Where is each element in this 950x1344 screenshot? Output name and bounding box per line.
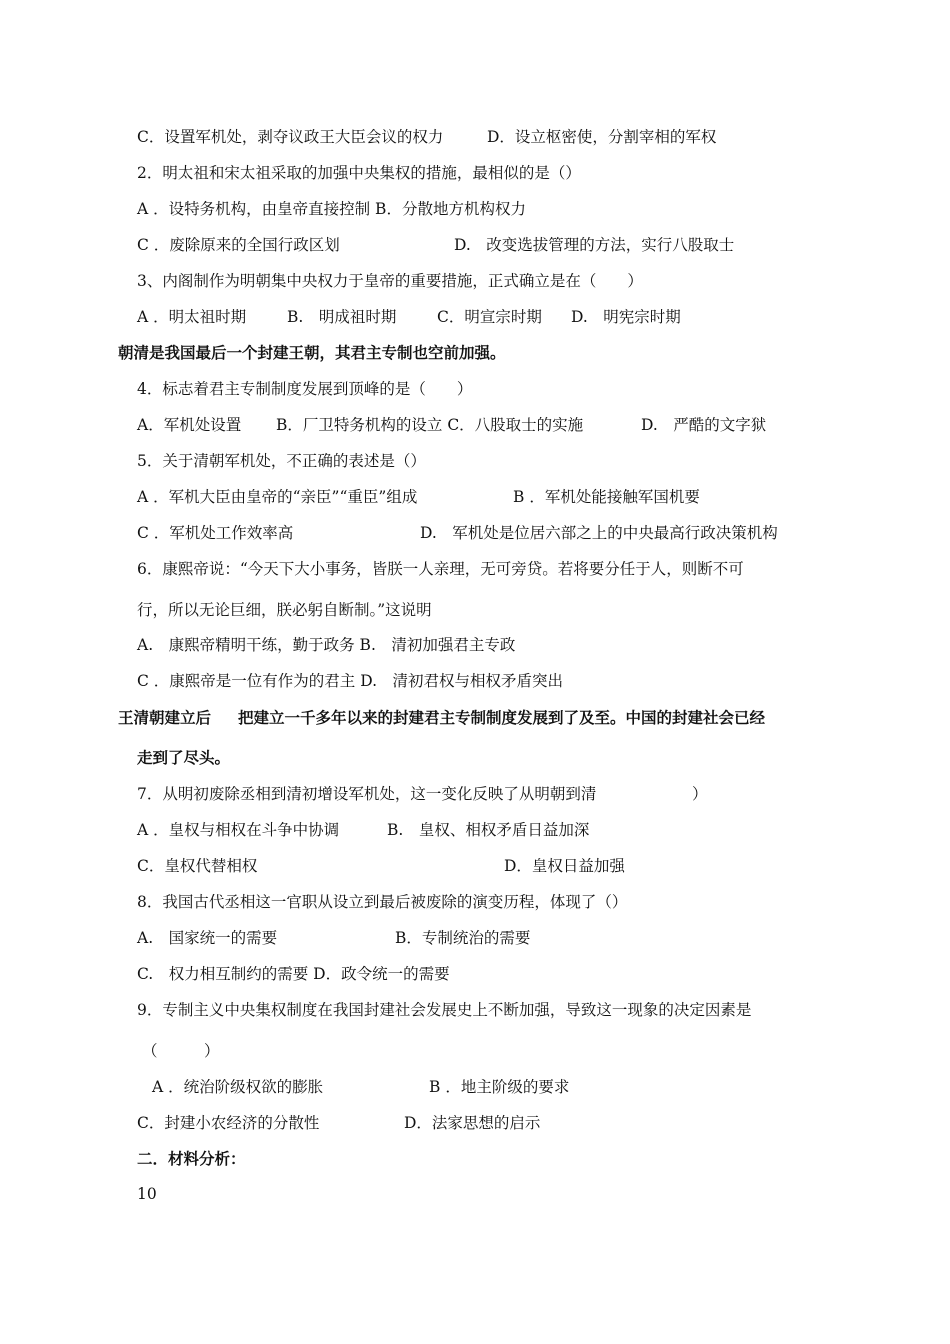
- question-9-text: 9．专制主义中央集权制度在我国封建社会发展史上不断加强，导致这一现象的决定因素是: [137, 1001, 752, 1019]
- option-cd: C ．康熙帝是一位有作为的君主 D. 清初君权与相权矛盾突出: [137, 672, 564, 690]
- option-a: A ．皇权与相权在斗争中协调: [137, 821, 340, 839]
- option-a: A．军机处设置: [137, 416, 242, 434]
- heading-text-continued: 走到了尽头。: [137, 749, 231, 767]
- option-c: C ．军机处工作效率高: [137, 524, 294, 542]
- question-7-paren: ）: [692, 785, 708, 803]
- option-a: A ．明太祖时期: [137, 308, 247, 326]
- option-c: C．皇权代替相权: [137, 857, 258, 875]
- page-number-text: 10: [137, 1185, 157, 1203]
- option-b: B ．地主阶级的要求: [429, 1078, 570, 1096]
- question-6-text-continued: 行，所以无论巨细，朕必躬自断制。”这说明: [137, 601, 432, 619]
- question-4-text: 4．标志着君主专制制度发展到顶峰的是（ ）: [137, 380, 473, 398]
- option-c: C．设置军机处，剥夺议政王大臣会议的权力: [137, 128, 444, 146]
- option-b: B. 皇权、相权矛盾日益加深: [387, 821, 590, 839]
- question-6-text: 6．康熙帝说：“今天下大小事务，皆朕一人亲理，无可旁贷。若将要分任于人，则断不可: [137, 560, 744, 578]
- option-b: B．专制统治的需要: [395, 929, 531, 947]
- option-a: A. 国家统一的需要: [137, 929, 278, 947]
- option-cd: C. 权力相互制约的需要 D．政令统一的需要: [137, 965, 450, 983]
- option-c: C ．废除原来的全国行政区划: [137, 236, 340, 254]
- option-c: C．明宣宗时期: [437, 308, 542, 326]
- question-3-text: 3、内阁制作为明朝集中央权力于皇帝的重要措施，正式确立是在（ ）: [137, 272, 643, 290]
- question-2-text: 2．明太祖和宋太祖采取的加强中央集权的措施，最相似的是（）: [137, 164, 581, 182]
- question-8-text: 8．我国古代丞相这一官职从设立到最后被废除的演变历程，体现了（）: [137, 893, 628, 911]
- heading-text-rest: 把建立一千多年以来的封建君主专制制度发展到了及至。中国的封建社会已经: [238, 709, 766, 727]
- option-d: D．法家思想的启示: [404, 1114, 541, 1132]
- option-d: D. 改变选拔管理的方法，实行八股取士: [454, 236, 735, 254]
- heading-text-start: 王清朝建立后: [118, 709, 212, 727]
- answer-parentheses: （ ）: [142, 1042, 220, 1060]
- heading-text: 朝清是我国最后一个封建王朝，其君主专制也空前加强。: [118, 344, 506, 362]
- option-c: C．封建小农经济的分散性: [137, 1114, 320, 1132]
- option-b: B. 明成祖时期: [287, 308, 397, 326]
- option-d: D. 明宪宗时期: [571, 308, 681, 326]
- option-ab: A ．设特务机构，由皇帝直接控制 B．分散地方机构权力: [137, 200, 526, 218]
- option-b: B ．军机处能接触军国机要: [513, 488, 700, 506]
- question-5-text: 5．关于清朝军机处，不正确的表述是（）: [137, 452, 426, 470]
- option-d: D. 军机处是位居六部之上的中央最高行政决策机构: [420, 524, 778, 542]
- option-d: D. 严酷的文字狱: [641, 416, 767, 434]
- option-a: A ．统治阶级权欲的膨胀: [152, 1078, 324, 1096]
- question-7-text: 7．从明初废除丞相到清初增设军机处，这一变化反映了从明朝到清: [137, 785, 597, 803]
- option-a: A ．军机大臣由皇帝的“亲臣”“重臣”组成: [137, 488, 418, 506]
- section-title: 二．材料分析：: [137, 1150, 246, 1168]
- option-bc: B．厂卫特务机构的设立 C．八股取士的实施: [276, 416, 584, 434]
- option-ab: A. 康熙帝精明干练，勤于政务 B. 清初加强君主专政: [137, 636, 516, 654]
- option-d: D．设立枢密使，分割宰相的军权: [487, 128, 717, 146]
- option-d: D．皇权日益加强: [504, 857, 625, 875]
